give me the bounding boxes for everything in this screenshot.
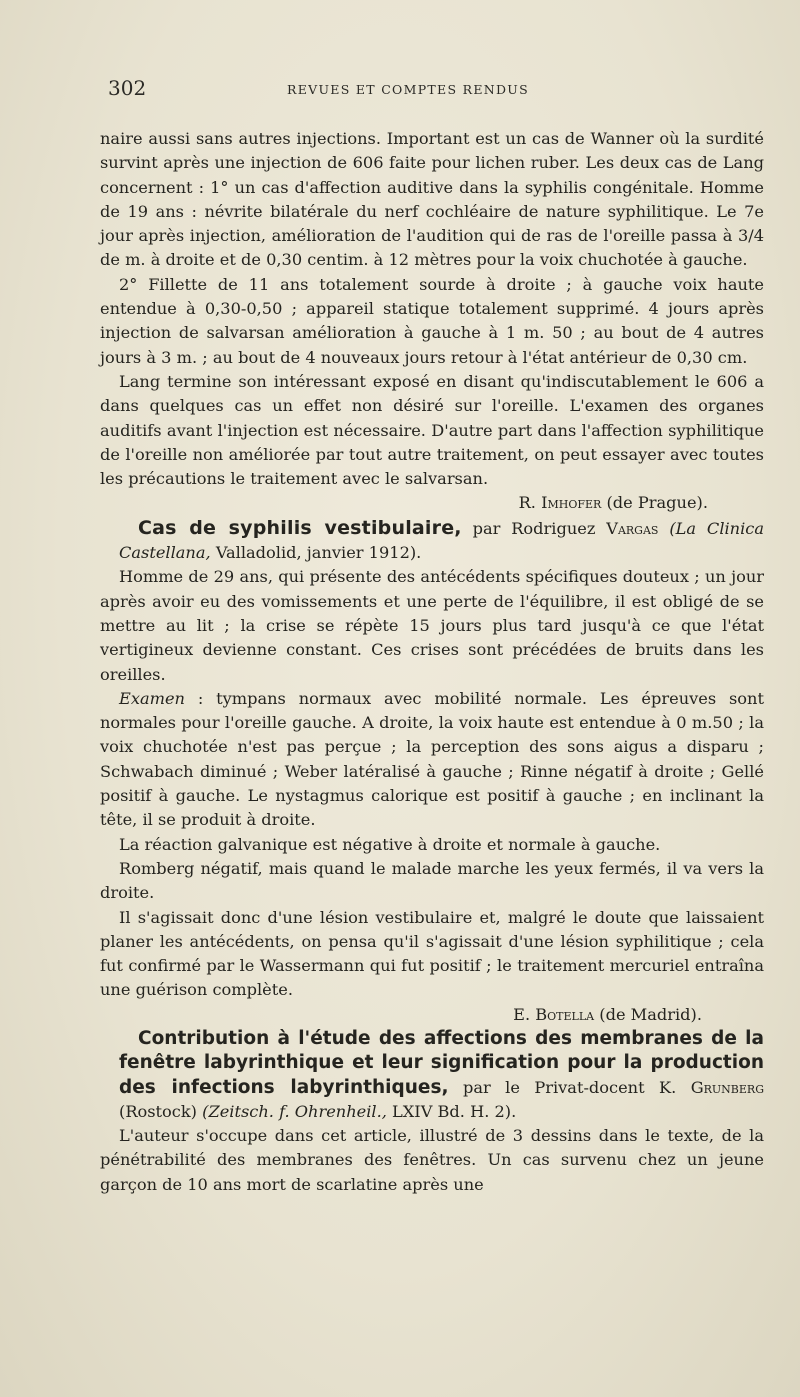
paragraph: L'auteur s'occupe dans cet article, illustré de 3 dessins dans le texte, de la pénétrabilité des membranes des fenêtres. Un cas survenu chez un jeune garçon de 10 ans mort de scarlatine après une (100, 1126, 764, 1194)
review-journal: (La Clinica Castellana, (119, 518, 764, 563)
signature (100, 1003, 764, 1027)
page-number: 302 (108, 76, 147, 100)
page-header (105, 76, 765, 102)
paragraph: Romberg négatif, mais quand le malade marche les yeux fermés, il va vers la droite. (100, 858, 764, 903)
signature (100, 491, 764, 515)
paragraph: naire aussi sans autres injections. Important est un cas de Wanner où la surdité survint après une injection de 606 faite pour lichen ruber. Les deux cas de Lang concernent : 1° un cas d'affection auditive dans la syphilis congénitale. Homme de 19 ans : névrite bilatérale du nerf cochléaire de nature syphilitique. Le 7e jour après injection, amélioration de l'audition qui de ras de l'oreille passa à 3/4 de m. à droite et de 0,30 centim. à 12 mètres pour la voix chuchotée à gauche. (100, 129, 764, 270)
signature-name: Imhofer (541, 493, 602, 513)
review-heading (100, 516, 764, 566)
paragraph: 2° Fillette de 11 ans totalement sourde à droite ; à gauche voix haute entendue à 0,30-0,50 ; appareil statique totalement supprimé. 4 jours après injection de salvarsan amélioration à gauche à 1 m. 50 ; au bout de 4 autres jours à 3 m. ; au bout de 4 nouveaux jours retour à l'état antérieur de 0,30 cm. (100, 274, 764, 367)
paragraph: La réaction galvanique est négative à droite et normale à gauche. (119, 834, 661, 854)
paragraph-lead: Examen (119, 688, 185, 708)
signature-initial: R. (518, 493, 536, 513)
review-journal: (Zeitsch. f. Ohrenheil., (202, 1101, 387, 1121)
review-author-city: (Rostock) (119, 1101, 197, 1121)
signature-initial: E. (513, 1004, 531, 1024)
paragraph: Il s'agissait donc d'une lésion vestibulaire et, malgré le doute que laissaient planer les antécédents, on pensa qu'il s'agissait d'une lésion syphilitique ; cela fut confirmé par le Wassermann qui fut positif ; le traitement mercuriel entraîna une guérison complète. (100, 907, 764, 1000)
signature-name: Botella (535, 1004, 595, 1024)
article-body (100, 127, 764, 1197)
signature-place: (de Madrid). (599, 1004, 702, 1024)
signature-place: (de Prague). (606, 493, 708, 513)
paragraph (100, 687, 764, 833)
review-heading (100, 1027, 764, 1124)
paragraph: Homme de 29 ans, qui présente des antécédents spécifiques douteux ; un jour après avoir eu des vomissements et une perte de l'équilibre, il est obligé de se mettre au lit ; la crise se répète 15 jours plus tard jusqu'à ce que l'état vertigineux devienne constant. Ces crises sont précédées de bruits dans les oreilles. (100, 567, 764, 684)
paragraph-text: : tympans normaux avec mobilité normale. Les épreuves sont normales pour l'oreille gauche. A droite, la voix haute est entendue à 0 m.50 ; la voix chuchotée n'est pas perçue ; la perception des sons aigus a disparu ; Schwabach diminué ; Weber latéralisé à gauche ; Rinne négatif à droite ; Gellé positif à gauche. Le nystagmus calorique est positif à gauche ; en inclinant la tête, il se produit à droite. (100, 688, 764, 830)
review-title: Cas de syphilis vestibulaire, (138, 516, 462, 539)
review-reference: LXIV Bd. H. 2). (392, 1101, 517, 1121)
review-author: Grunberg (690, 1077, 764, 1097)
review-byline: par Rodriguez (472, 518, 596, 538)
review-reference: Valladolid, janvier 1912). (215, 543, 422, 563)
review-title: Contribution à l'étude des affections des membranes de la fenêtre labyrinthique et leur signification pour la production des infections labyrinthiques, (119, 1027, 764, 1098)
running-title: REVUES ET COMPTES RENDUS (287, 82, 530, 97)
paragraph: Lang termine son intéressant exposé en disant qu'indiscutablement le 606 a dans quelques cas un effet non désiré sur l'oreille. L'examen des organes auditifs avant l'injection est nécessaire. D'autre part dans l'affection syphilitique de l'oreille non améliorée par tout autre traitement, on peut essayer avec toutes les précautions le traitement avec le salvarsan. (100, 371, 764, 489)
review-byline: par le Privat-docent K. (462, 1077, 677, 1097)
review-author: Vargas (606, 518, 659, 538)
